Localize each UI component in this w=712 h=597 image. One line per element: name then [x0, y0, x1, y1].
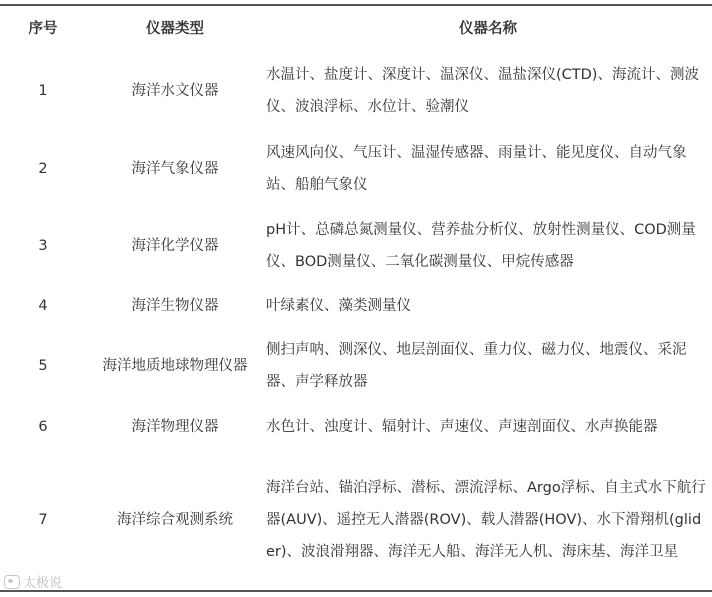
row-index: 6: [38, 419, 48, 435]
row-names: 水色计、浊度计、辐射计、声速仪、声速剖面仪、水声换能器: [266, 419, 658, 435]
row-names: 叶绿素仪、藻类测量仪: [266, 298, 411, 314]
row-type: 海洋物理仪器: [131, 419, 219, 435]
camera-icon: [4, 575, 20, 589]
row-type: 海洋生物仪器: [131, 298, 219, 314]
table-row: [0, 52, 712, 130]
row-type: 海洋地质地球物理仪器: [102, 358, 248, 374]
row-names: 风速风向仪、气压计、温湿传感器、雨量计、能见度仪、自动气象站、船舶气象仪: [266, 145, 687, 193]
row-type: 海洋化学仪器: [131, 238, 219, 254]
row-type: 海洋综合观测系统: [117, 512, 233, 528]
table-row: [0, 130, 712, 208]
header-type: 仪器类型: [146, 21, 204, 37]
row-names: 侧扫声呐、测深仪、地层剖面仪、重力仪、磁力仪、地震仪、采泥器、声学释放器: [266, 342, 687, 390]
watermark-text: 太极说: [23, 576, 63, 591]
row-index: 1: [38, 83, 48, 99]
row-index: 5: [38, 358, 48, 374]
row-index: 7: [38, 512, 48, 528]
header-names: 仪器名称: [459, 21, 517, 37]
row-type: 海洋气象仪器: [131, 161, 219, 177]
row-index: 3: [38, 238, 48, 254]
row-index: 4: [38, 298, 48, 314]
watermark: [4, 572, 62, 591]
row-type: 海洋水文仪器: [131, 83, 219, 99]
table-row: [0, 208, 712, 284]
table-row: [0, 450, 712, 590]
instrument-table: [0, 6, 712, 590]
row-names: 水温计、盐度计、深度计、温深仪、温盐深仪(CTD)、海流计、测波仪、波浪浮标、水位计、验潮仪: [266, 67, 699, 115]
table-row: [0, 284, 712, 328]
row-index: 2: [38, 161, 48, 177]
instrument-table-container: [0, 4, 712, 592]
row-names: 海洋台站、锚泊浮标、潜标、漂流浮标、Argo浮标、自主式水下航行器(AUV)、遥控无人潜器(ROV)、载人潜器(HOV)、水下滑翔机(glider)、波浪滑翔器、海洋无人船、海洋无人机、海床基、海洋卫星: [266, 480, 706, 560]
row-names: pH计、总磷总氮测量仪、营养盐分析仪、放射性测量仪、COD测量仪、BOD测量仪、二氧化碳测量仪、甲烷传感器: [266, 222, 696, 270]
header-index: 序号: [28, 21, 58, 37]
table-row: [0, 328, 712, 404]
table-row: [0, 404, 712, 450]
table-header-row: [0, 6, 712, 52]
